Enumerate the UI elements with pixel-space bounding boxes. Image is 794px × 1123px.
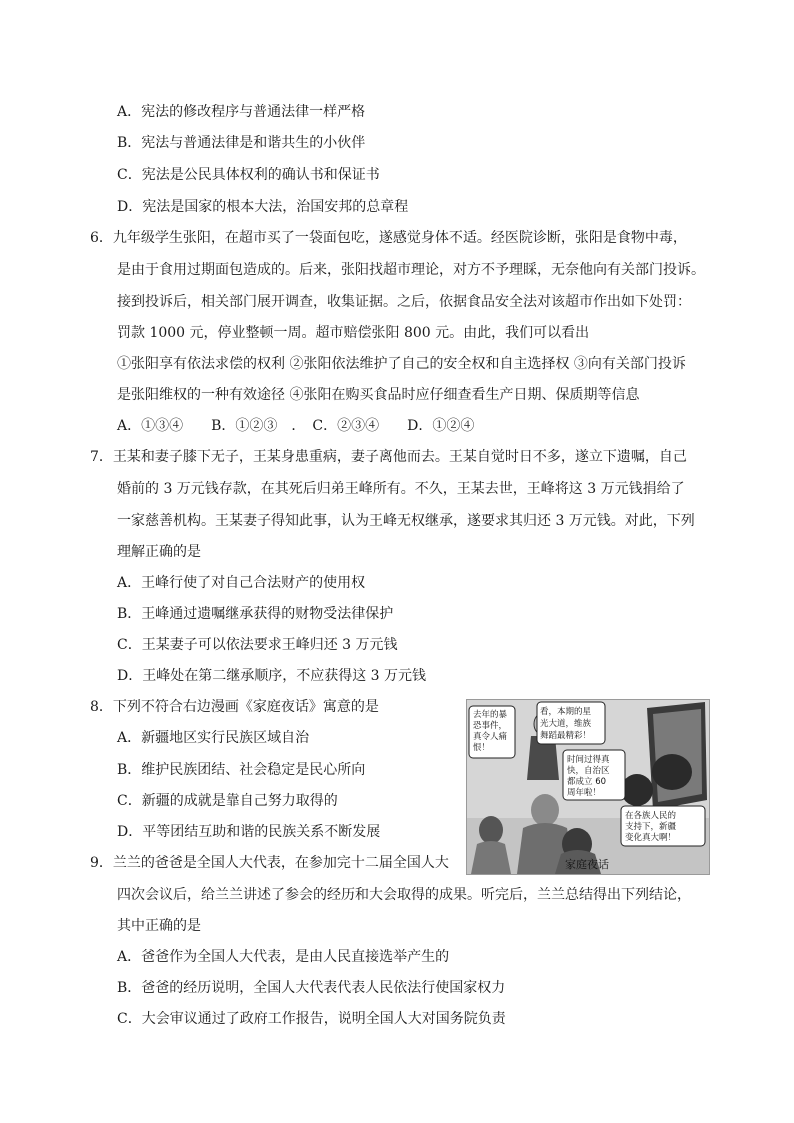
cartoon-bubble-1-line-1: 去年的暴 — [473, 710, 508, 720]
q8-stem: 8．下列不符合右边漫画《家庭夜话》寓意的是 — [90, 699, 379, 715]
q7-option-c: C．王某妻子可以依法要求王峰归还 3 万元钱 — [117, 637, 398, 653]
q6-statements-line-2: 是张阳维权的一种有效途径 ④张阳在购买食品时应仔细查看生产日期、保质期等信息 — [117, 387, 640, 403]
q7-stem-line-3: 一家慈善机构。王某妻子得知此事，认为王峰无权继承，遂要求其归还 3 万元钱。对此，下列 — [117, 513, 695, 529]
q6-stem-line-1: 6．九年级学生张阳，在超市买了一袋面包吃，遂感觉身体不适。经医院诊断，张阳是食物中毒， — [90, 230, 687, 246]
q8-option-a: A．新疆地区实行民族区域自治 — [117, 730, 310, 746]
q9-option-b: B．爸爸的经历说明，全国人大代表代表人民依法行使国家权力 — [117, 980, 506, 996]
q9-stem-line-1: 9．兰兰的爸爸是全国人大代表，在参加完十二届全国人大 — [90, 855, 449, 871]
q6-answer-choices: A．①③④ B．①②③ ． C．②③④ D．①②④ — [117, 418, 475, 434]
cartoon-bubble-4-line-2: 支持下，新疆 — [625, 822, 677, 832]
q7-stem-line-1: 7．王某和妻子膝下无子，王某身患重病，妻子离他而去。王某自觉时日不多，遂立下遗嘱，自己 — [90, 449, 687, 465]
cartoon-bubble-4-line-1: 在各族人民的 — [625, 811, 677, 821]
cartoon-bubble-1-line-3: 真令人痛 — [473, 732, 508, 742]
cartoon-bubble-3-line-4: 周年啦！ — [567, 788, 602, 798]
q7-option-d: D．王峰处在第二继承顺序，不应获得这 3 万元钱 — [117, 668, 427, 684]
cartoon-caption: 家庭夜话 — [565, 858, 609, 871]
q5-option-a: A．宪法的修改程序与普通法律一样严格 — [117, 104, 366, 120]
cartoon-bubble-2-line-2: 光大道，维族 — [540, 719, 592, 729]
q7-option-a: A．王峰行使了对自己合法财产的使用权 — [117, 575, 366, 591]
cartoon-bubble-1-line-2: 恐事件， — [473, 721, 508, 731]
q9-option-a: A．爸爸作为全国人大代表，是由人民直接选举产生的 — [117, 949, 450, 965]
q5-option-c: C．宪法是公民具体权利的确认书和保证书 — [117, 167, 380, 183]
cartoon-bubble-3-line-2: 快，自治区 — [567, 766, 610, 776]
cartoon-bubble-3-line-3: 都成立 60 — [567, 777, 607, 787]
q5-option-d: D．宪法是国家的根本大法，治国安邦的总章程 — [117, 199, 409, 215]
q7-stem-line-2: 婚前的 3 万元钱存款，在其死后归弟王峰所有。不久，王某去世，王峰将这 3 万元钱捐给了 — [117, 481, 685, 497]
q6-stem-line-3: 接到投诉后，相关部门展开调查，收集证据。之后，依据食品安全法对该超市作出如下处罚： — [117, 294, 691, 310]
q8-option-c: C．新疆的成就是靠自己努力取得的 — [117, 793, 338, 809]
q9-stem-line-2: 四次会议后，给兰兰讲述了参会的经历和大会取得的成果。听完后，兰兰总结得出下列结论， — [117, 887, 691, 903]
cartoon-bubble-2-line-3: 舞蹈最精彩！ — [540, 731, 592, 741]
q6-statements-line-1: ①张阳享有依法求偿的权利 ②张阳依法维护了自己的安全权和自主选择权 ③向有关部门投诉 — [117, 356, 686, 372]
q7-option-b: B．王峰通过遗嘱继承获得的财物受法律保护 — [117, 606, 394, 622]
cartoon-bubble-1-line-4: 恨！ — [473, 743, 491, 753]
q5-option-b: B．宪法与普通法律是和谐共生的小伙伴 — [117, 135, 366, 151]
family-night-talk-cartoon — [466, 699, 710, 875]
q9-stem-line-3: 其中正确的是 — [117, 918, 201, 934]
cartoon-bubble-2-line-1: 看，本期的星 — [540, 707, 592, 717]
q9-option-c: C．大会审议通过了政府工作报告，说明全国人大对国务院负责 — [117, 1011, 506, 1027]
q7-stem-line-4: 理解正确的是 — [117, 544, 201, 560]
cartoon-illustration — [467, 700, 709, 874]
q6-stem-line-4: 罚款 1000 元，停业整顿一周。超市赔偿张阳 800 元。由此，我们可以看出 — [117, 325, 590, 341]
q8-option-d: D．平等团结互助和谐的民族关系不断发展 — [117, 824, 381, 840]
q6-stem-line-2: 是由于食用过期面包造成的。后来，张阳找超市理论，对方不予理睬，无奈他向有关部门投诉。 — [117, 262, 705, 278]
cartoon-bubble-3-line-1: 时间过得真 — [567, 755, 610, 765]
q8-option-b: B．维护民族团结、社会稳定是民心所向 — [117, 762, 366, 778]
cartoon-bubble-4-line-3: 变化真大啊！ — [625, 833, 677, 843]
